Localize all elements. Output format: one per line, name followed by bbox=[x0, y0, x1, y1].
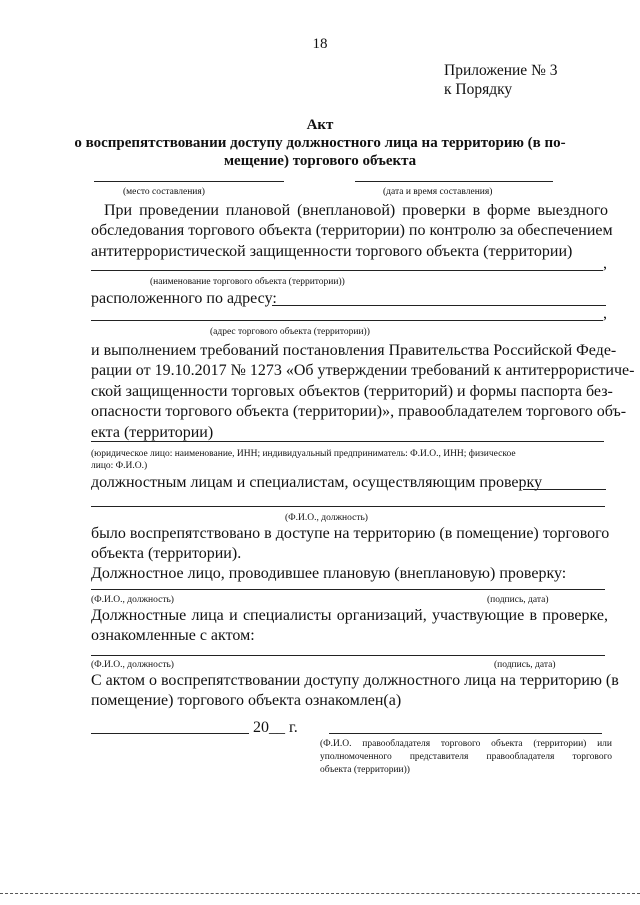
official-text: Должностное лицо, проводившее плановую (внеплановую) проверку: bbox=[91, 565, 567, 582]
paragraph-2-line-2: рации от 19.10.2017 № 1273 «Об утверждении требований к антитеррористиче- bbox=[91, 362, 635, 379]
specialists-fio-caption: (Ф.И.О., должность) bbox=[91, 660, 174, 670]
appendix-reference bbox=[444, 61, 557, 99]
title-line-1: Акт bbox=[306, 117, 334, 133]
specialists-sign-caption: (подпись, дата) bbox=[494, 660, 556, 670]
datetime-caption: (дата и время составления) bbox=[383, 187, 493, 197]
obstructed-line-2: объекта (территории). bbox=[91, 545, 242, 562]
specialists-field-line[interactable] bbox=[91, 655, 605, 656]
owner-caption-line-2: лицо: Ф.И.О.) bbox=[91, 461, 148, 471]
address-label: расположенного по адресу: bbox=[91, 290, 277, 307]
acquainted-line-1: С актом о воспрепятствовании доступу должностного лица на территорию (в bbox=[91, 672, 619, 689]
place-field-line[interactable] bbox=[94, 181, 284, 182]
official-sign-caption: (подпись, дата) bbox=[487, 595, 549, 605]
paragraph-1-line-1: При проведении плановой (внеплановой) проверки в форме выездного bbox=[104, 202, 608, 219]
object-name-comma: , bbox=[603, 255, 607, 272]
appendix-line-2: к Порядку bbox=[444, 81, 513, 98]
inspectors-field-line-1[interactable] bbox=[523, 489, 606, 490]
paragraph-2-line-3: ской защищенности торговых объектов (территорий) и формы паспорта без- bbox=[91, 383, 613, 400]
paragraph-2-line-4: опасности торгового объекта (территории)», правообладателем торгового объ- bbox=[91, 403, 627, 420]
date-year-label: 20__ г. bbox=[253, 719, 298, 736]
official-fio-caption: (Ф.И.О., должность) bbox=[91, 595, 174, 605]
paragraph-2-line-5: екта (территории) bbox=[91, 424, 214, 441]
title-line-2: о воспрепятствовании доступу должностного лица на территорию (в по- bbox=[74, 135, 566, 151]
specialists-line-2: ознакомленные с актом: bbox=[91, 627, 255, 644]
page-number: 18 bbox=[312, 36, 328, 52]
paragraph-2-line-1: и выполнением требований постановления Правительства Российской Феде- bbox=[91, 342, 617, 359]
date-field-line[interactable] bbox=[91, 733, 249, 734]
object-name-field-line[interactable] bbox=[91, 270, 603, 271]
owner-signature-field-line[interactable] bbox=[329, 733, 602, 734]
owner-signature-caption-line-3: объекта (территории)) bbox=[320, 765, 410, 775]
paragraph-1-line-3: антитеррористической защищенности торгового объекта (территории) bbox=[91, 243, 573, 260]
place-caption: (место составления) bbox=[123, 187, 205, 197]
owner-caption-line-1: (юридическое лицо: наименование, ИНН; индивидуальный предприниматель: Ф.И.О., ИНН; физическое bbox=[91, 449, 516, 459]
acquainted-line-2: помещение) торгового объекта ознакомлен(а) bbox=[91, 692, 402, 709]
official-field-line[interactable] bbox=[91, 589, 605, 590]
obstructed-line-1: было воспрепятствовано в доступе на территорию (в помещение) торгового bbox=[91, 525, 610, 542]
scan-edge-line bbox=[0, 893, 640, 894]
address-caption: (адрес торгового объекта (территории)) bbox=[210, 327, 370, 337]
document-title bbox=[60, 116, 580, 170]
inspectors-caption: (Ф.И.О., должность) bbox=[285, 513, 368, 523]
object-name-caption: (наименование торгового объекта (территории)) bbox=[150, 277, 345, 287]
address-field-line-2[interactable] bbox=[91, 320, 603, 321]
inspectors-field-line-2[interactable] bbox=[91, 506, 605, 507]
address-field-line-1[interactable] bbox=[272, 305, 606, 306]
owner-signature-caption-line-1: (Ф.И.О. правообладателя торгового объекта (территории) или bbox=[320, 739, 612, 749]
appendix-line-1: Приложение № 3 bbox=[444, 62, 558, 79]
owner-signature-caption-line-2: уполномоченного представителя правообладателя торгового bbox=[320, 752, 612, 762]
paragraph-1-line-2: обследования торгового объекта (территории) по контролю за обеспечением bbox=[91, 222, 613, 239]
inspectors-text: должностным лицам и специалистам, осуществляющим проверку bbox=[91, 474, 543, 491]
specialists-line-1: Должностные лица и специалисты организаций, участвующие в проверке, bbox=[91, 607, 608, 624]
title-line-3: мещение) торгового объекта bbox=[223, 153, 417, 169]
datetime-field-line[interactable] bbox=[355, 181, 553, 182]
address-comma: , bbox=[603, 305, 607, 322]
owner-field-line[interactable] bbox=[91, 441, 604, 442]
